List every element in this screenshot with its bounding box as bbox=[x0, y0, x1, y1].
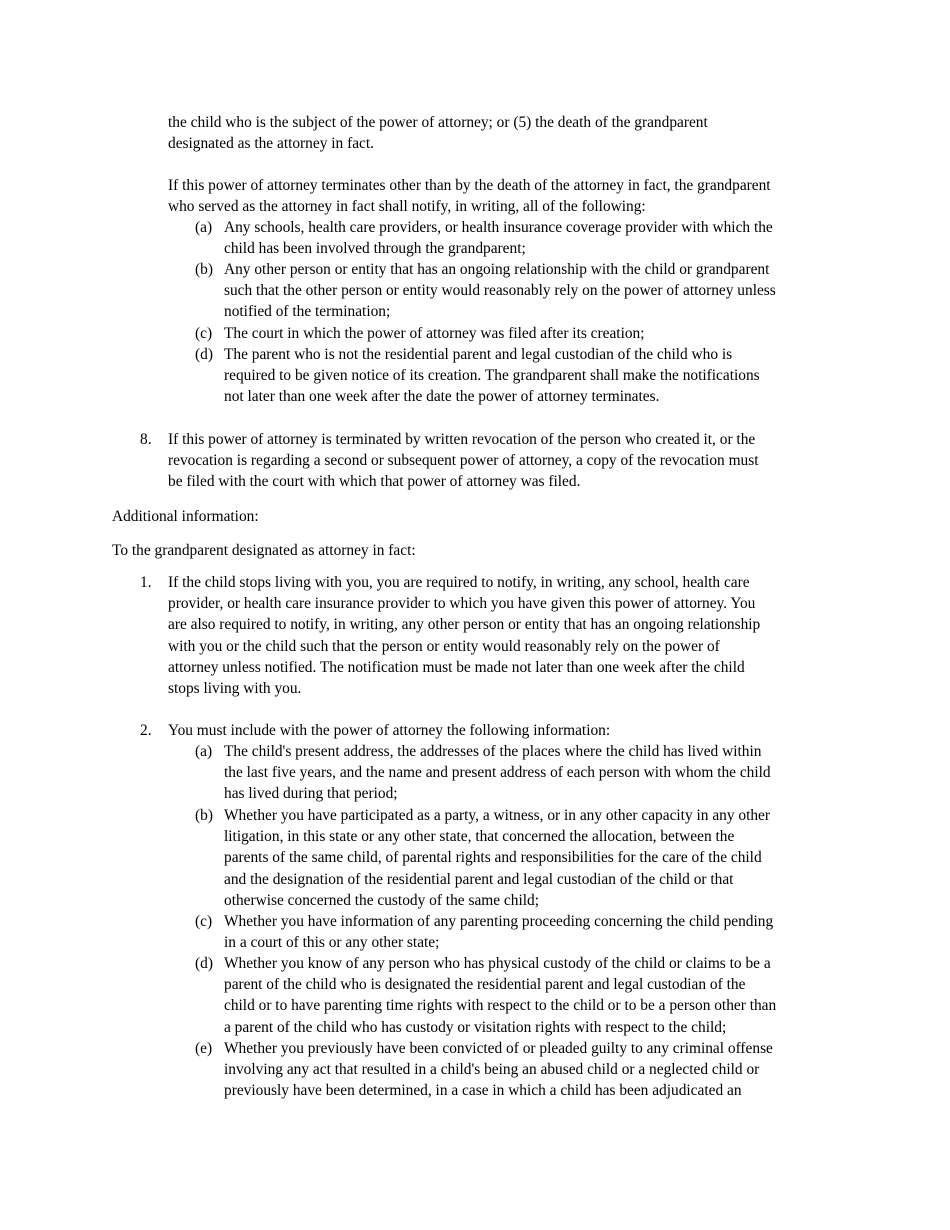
list-item-line: required to be given notice of its creation. The grandparent shall make the notifications bbox=[224, 367, 760, 385]
list-item-text bbox=[168, 572, 760, 699]
list-item-text bbox=[224, 1038, 773, 1102]
list-item-line: child has been involved through the grandparent; bbox=[224, 240, 526, 258]
list-item-line: provider, or health care insurance provider to which you have given this power of attorney. You bbox=[168, 595, 756, 613]
list-item-text bbox=[224, 953, 776, 1038]
list-item-line: a parent of the child who has custody or visitation rights with respect to the child; bbox=[224, 1018, 727, 1036]
list-item-line: Whether you have participated as a party, a witness, or in any other capacity in any other bbox=[224, 807, 771, 824]
list-item-line: The child's present address, the addresses of the places where the child has lived within bbox=[224, 743, 762, 760]
list-marker: (e) bbox=[195, 1040, 213, 1057]
list-item-line: notified of the termination; bbox=[224, 303, 391, 321]
paragraph-line: who served as the attorney in fact shall notify, in writing, all of the following: bbox=[168, 198, 646, 216]
list-item-line: If the child stops living with you, you are required to notify, in writing, any school, health care bbox=[168, 574, 750, 591]
list-marker: (c) bbox=[195, 325, 213, 342]
list-item-line: the last five years, and the name and present address of each person with whom the child bbox=[224, 764, 771, 782]
continuation-paragraph bbox=[168, 112, 708, 154]
list-marker: (d) bbox=[195, 955, 213, 972]
list-item-line: in a court of this or any other state; bbox=[224, 934, 440, 952]
list-item-line: parents of the same child, of parental rights and responsibilities for the care of the child bbox=[224, 849, 762, 867]
list-item-line: and the designation of the residential parent and legal custodian of the child or that bbox=[224, 870, 734, 888]
list-item-text bbox=[168, 429, 759, 493]
termination-paragraph bbox=[168, 175, 771, 217]
list-item-line: You must include with the power of attorney the following information: bbox=[168, 722, 611, 739]
paragraph-line: If this power of attorney terminates other than by the death of the attorney in fact, the grandparent bbox=[168, 177, 771, 194]
list-item-line: not later than one week after the date the power of attorney terminates. bbox=[224, 388, 660, 406]
list-item-text bbox=[224, 805, 770, 911]
list-item-line: child or to have parenting time rights with respect to the child or to be a person other than bbox=[224, 997, 777, 1015]
paragraph-line: designated as the attorney in fact. bbox=[168, 135, 374, 153]
list-marker: 8. bbox=[140, 431, 152, 448]
list-marker: (a) bbox=[195, 743, 213, 760]
list-item-line: revocation is regarding a second or subsequent power of attorney, a copy of the revocation must bbox=[168, 452, 759, 470]
list-item-line: attorney unless notified. The notification must be made not later than one week after the child bbox=[168, 658, 745, 676]
list-item-line: involving any act that resulted in a child's being an abused child or a neglected child or bbox=[224, 1061, 760, 1079]
list-marker: (b) bbox=[195, 261, 213, 278]
list-item-text bbox=[224, 911, 773, 953]
list-item-text bbox=[224, 259, 776, 323]
list-item-line: Whether you know of any person who has physical custody of the child or claims to be a bbox=[224, 955, 771, 972]
list-item-line: be filed with the court with which that power of attorney was filed. bbox=[168, 473, 581, 491]
list-item-text bbox=[224, 323, 645, 344]
list-item-line: litigation, in this state or any other state, that concerned the allocation, between the bbox=[224, 828, 735, 846]
heading-text: Additional information: bbox=[112, 508, 259, 525]
list-item-text bbox=[224, 344, 760, 408]
list-item-line: with you or the child such that the person or entity would reasonably rely on the power of bbox=[168, 637, 720, 655]
list-marker: 1. bbox=[140, 574, 152, 591]
heading-text: To the grandparent designated as attorney in fact: bbox=[112, 542, 416, 559]
list-item-line: otherwise concerned the custody of the same child; bbox=[224, 891, 539, 909]
list-item-line: previously have been determined, in a case in which a child has been adjudicated an bbox=[224, 1082, 742, 1100]
list-item-line: are also required to notify, in writing, any other person or entity that has an ongoing relationship bbox=[168, 616, 761, 634]
list-marker: (b) bbox=[195, 807, 213, 824]
list-item-line: If this power of attorney is terminated by written revocation of the person who created it, or the bbox=[168, 431, 756, 448]
list-marker: (c) bbox=[195, 913, 213, 930]
list-marker: (d) bbox=[195, 346, 213, 363]
list-marker: 2. bbox=[140, 722, 152, 739]
list-item-line: has lived during that period; bbox=[224, 785, 398, 803]
list-item-line: Any other person or entity that has an ongoing relationship with the child or grandparent bbox=[224, 261, 770, 278]
list-item-text bbox=[224, 217, 773, 259]
grandparent-heading bbox=[112, 540, 416, 561]
list-item-line: parent of the child who is designated the residential parent and legal custodian of the bbox=[224, 976, 746, 994]
list-marker: (a) bbox=[195, 219, 213, 236]
list-item-line: The court in which the power of attorney was filed after its creation; bbox=[224, 325, 645, 342]
list-item-text bbox=[168, 720, 610, 741]
list-item-line: The parent who is not the residential parent and legal custodian of the child who is bbox=[224, 346, 733, 363]
additional-information-heading bbox=[112, 506, 259, 527]
list-item-line: Any schools, health care providers, or health insurance coverage provider with which the bbox=[224, 219, 773, 236]
list-item-line: stops living with you. bbox=[168, 679, 302, 697]
paragraph-line: the child who is the subject of the power of attorney; or (5) the death of the grandparent bbox=[168, 114, 708, 131]
list-item-line: Whether you have information of any parenting proceeding concerning the child pending bbox=[224, 913, 774, 930]
list-item-line: Whether you previously have been convicted of or pleaded guilty to any criminal offense bbox=[224, 1040, 773, 1057]
list-item-text bbox=[224, 741, 771, 805]
list-item-line: such that the other person or entity would reasonably rely on the power of attorney unless bbox=[224, 282, 776, 300]
